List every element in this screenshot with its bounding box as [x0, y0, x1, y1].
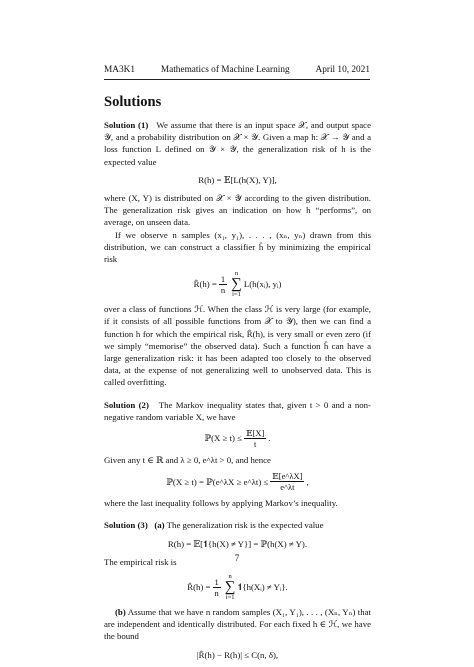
- eq2-lhs: R̂(h) =: [193, 279, 217, 290]
- solution-3-text-1: The generalization risk is the expected value: [166, 520, 324, 531]
- solution-1-label: Solution (1): [104, 120, 149, 130]
- part-b-label: (b): [115, 607, 126, 618]
- sigma-symbol: ∑: [224, 579, 236, 596]
- solution-2-equation-2: [104, 471, 371, 492]
- markov-numerator: 𝔼[X]: [246, 428, 265, 439]
- eq2-fraction: [219, 274, 227, 295]
- solution-1-paragraph-4: over a class of functions ℋ. When the class ℋ is very large (for example, if it consists of all possible functions from 𝒳 to 𝒴), then we can find a function h for which the empirical risk, R̂(h), is very small or even zero (if we simply “memorise” the observed data). Such a function ĥ can have a large generalization risk: it has been adapted too closely to the observed data, at the expense of not generalizing well to unobserved data. This is called overfitting.: [104, 304, 371, 388]
- eq2-fraction-denominator: n: [220, 284, 226, 295]
- solution-3-paragraph-2: The empirical risk is: [104, 556, 177, 567]
- emp-risk-lhs: R̂(h) =: [187, 581, 211, 592]
- emp-risk-fraction: [213, 577, 221, 598]
- chernoff-numerator: 𝔼[e^λX]: [272, 471, 303, 482]
- emp-risk-sum-upper: n: [228, 573, 232, 581]
- emp-risk-rhs: 𝟏{h(Xᵢ) ≠ Yᵢ}.: [237, 581, 288, 592]
- solution-3-equation-1: R(h) = 𝔼[𝟏{h(X) ≠ Y}] = ℙ(h(X) ≠ Y).: [167, 538, 308, 549]
- solution-1-equation-2: [104, 270, 371, 298]
- markov-lhs: ℙ(X ≥ t) ≤: [204, 433, 243, 444]
- solution-3-equation-2: [104, 573, 371, 601]
- eq2-sum-lower: i=1: [232, 291, 241, 299]
- emp-risk-sum-lower: i=1: [225, 594, 235, 602]
- solution-1-text-1: We assume that there is an input space 𝒳, and output space 𝒴, and a probability distribution on 𝒳 × 𝒴. Given a map h: 𝒳 → 𝒴 and a loss function L defined on 𝒴 × 𝒴, the generalization risk of h is the expected value: [104, 120, 371, 167]
- header-course: MA3K1: [104, 65, 135, 75]
- period: .: [268, 433, 271, 444]
- page-number: 7: [234, 553, 240, 563]
- solution-2-equation-1: [104, 428, 371, 449]
- solution-2-paragraph-2: Given any t ∈ ℝ and λ ≥ 0, e^λt > 0, and hence: [104, 455, 271, 466]
- header-date: April 10, 2021: [315, 65, 370, 75]
- eq2-summation: [231, 270, 242, 298]
- solution-3-text-3: Assume that we have n random samples (X₁, Y₁), . . . , (Xₙ, Yₙ) that are independent and identically distributed. For each fixed h ∈ ℋ, we have the bound: [104, 607, 371, 642]
- solution-2-label: Solution (2): [104, 399, 149, 410]
- part-a-label: (a): [154, 520, 165, 531]
- header-title: Mathematics of Machine Learning: [160, 65, 290, 75]
- markov-fraction: [244, 428, 266, 449]
- solution-3-equation-3: |R̂(h) − R(h)| ≤ C(n, δ),: [196, 649, 279, 660]
- solution-3-label: Solution (3): [104, 520, 148, 531]
- solution-2-text-1: The Markov inequality states that, given t > 0 and a non-negative random variable X, we have: [104, 399, 371, 422]
- emp-risk-numerator: 1: [214, 576, 219, 587]
- solution-1-paragraph-3: If we observe n samples (x₁, y₁), . . . , (xₙ, yₙ) drawn from this distribution, we can construct a classifier ĥ by minimizing the empirical risk: [104, 229, 371, 265]
- markov-denominator: t: [253, 439, 257, 450]
- section-title: Solutions: [104, 94, 162, 110]
- solution-2-paragraph-3: where the last inequality follows by applying Markov’s inequality.: [104, 498, 338, 509]
- running-header: [104, 64, 370, 76]
- page-content: [104, 94, 371, 667]
- eq2-fraction-numerator: 1: [220, 273, 226, 284]
- solution-3-paragraph-3: [104, 606, 371, 643]
- emp-risk-denominator: n: [214, 587, 219, 598]
- eq2-rhs: L(h(xᵢ), yᵢ): [243, 279, 282, 290]
- solution-3-paragraph-1: [104, 519, 371, 531]
- chernoff-denominator: e^λt: [280, 482, 295, 493]
- solution-1-paragraph-1: [104, 119, 371, 168]
- solution-2-paragraph-1: [104, 399, 371, 423]
- solution-1-paragraph-2: where (X, Y) is distributed on 𝒳 × 𝒴 according to the given distribution. The generalization risk gives an indication on how h “performs”, on average, on unseen data.: [104, 193, 371, 228]
- comma: ,: [306, 476, 309, 487]
- chernoff-fraction: [270, 471, 304, 492]
- eq2-sum-upper: n: [234, 270, 239, 278]
- solution-1-equation-1: R(h) = 𝔼[L(h(X), Y)],: [198, 174, 277, 185]
- header-rule: [104, 79, 370, 80]
- sigma-symbol: ∑: [231, 276, 242, 293]
- emp-risk-summation: [225, 573, 236, 601]
- chernoff-lhs: ℙ(X ≥ t) = ℙ(e^λX ≥ e^λt) ≤: [166, 476, 269, 487]
